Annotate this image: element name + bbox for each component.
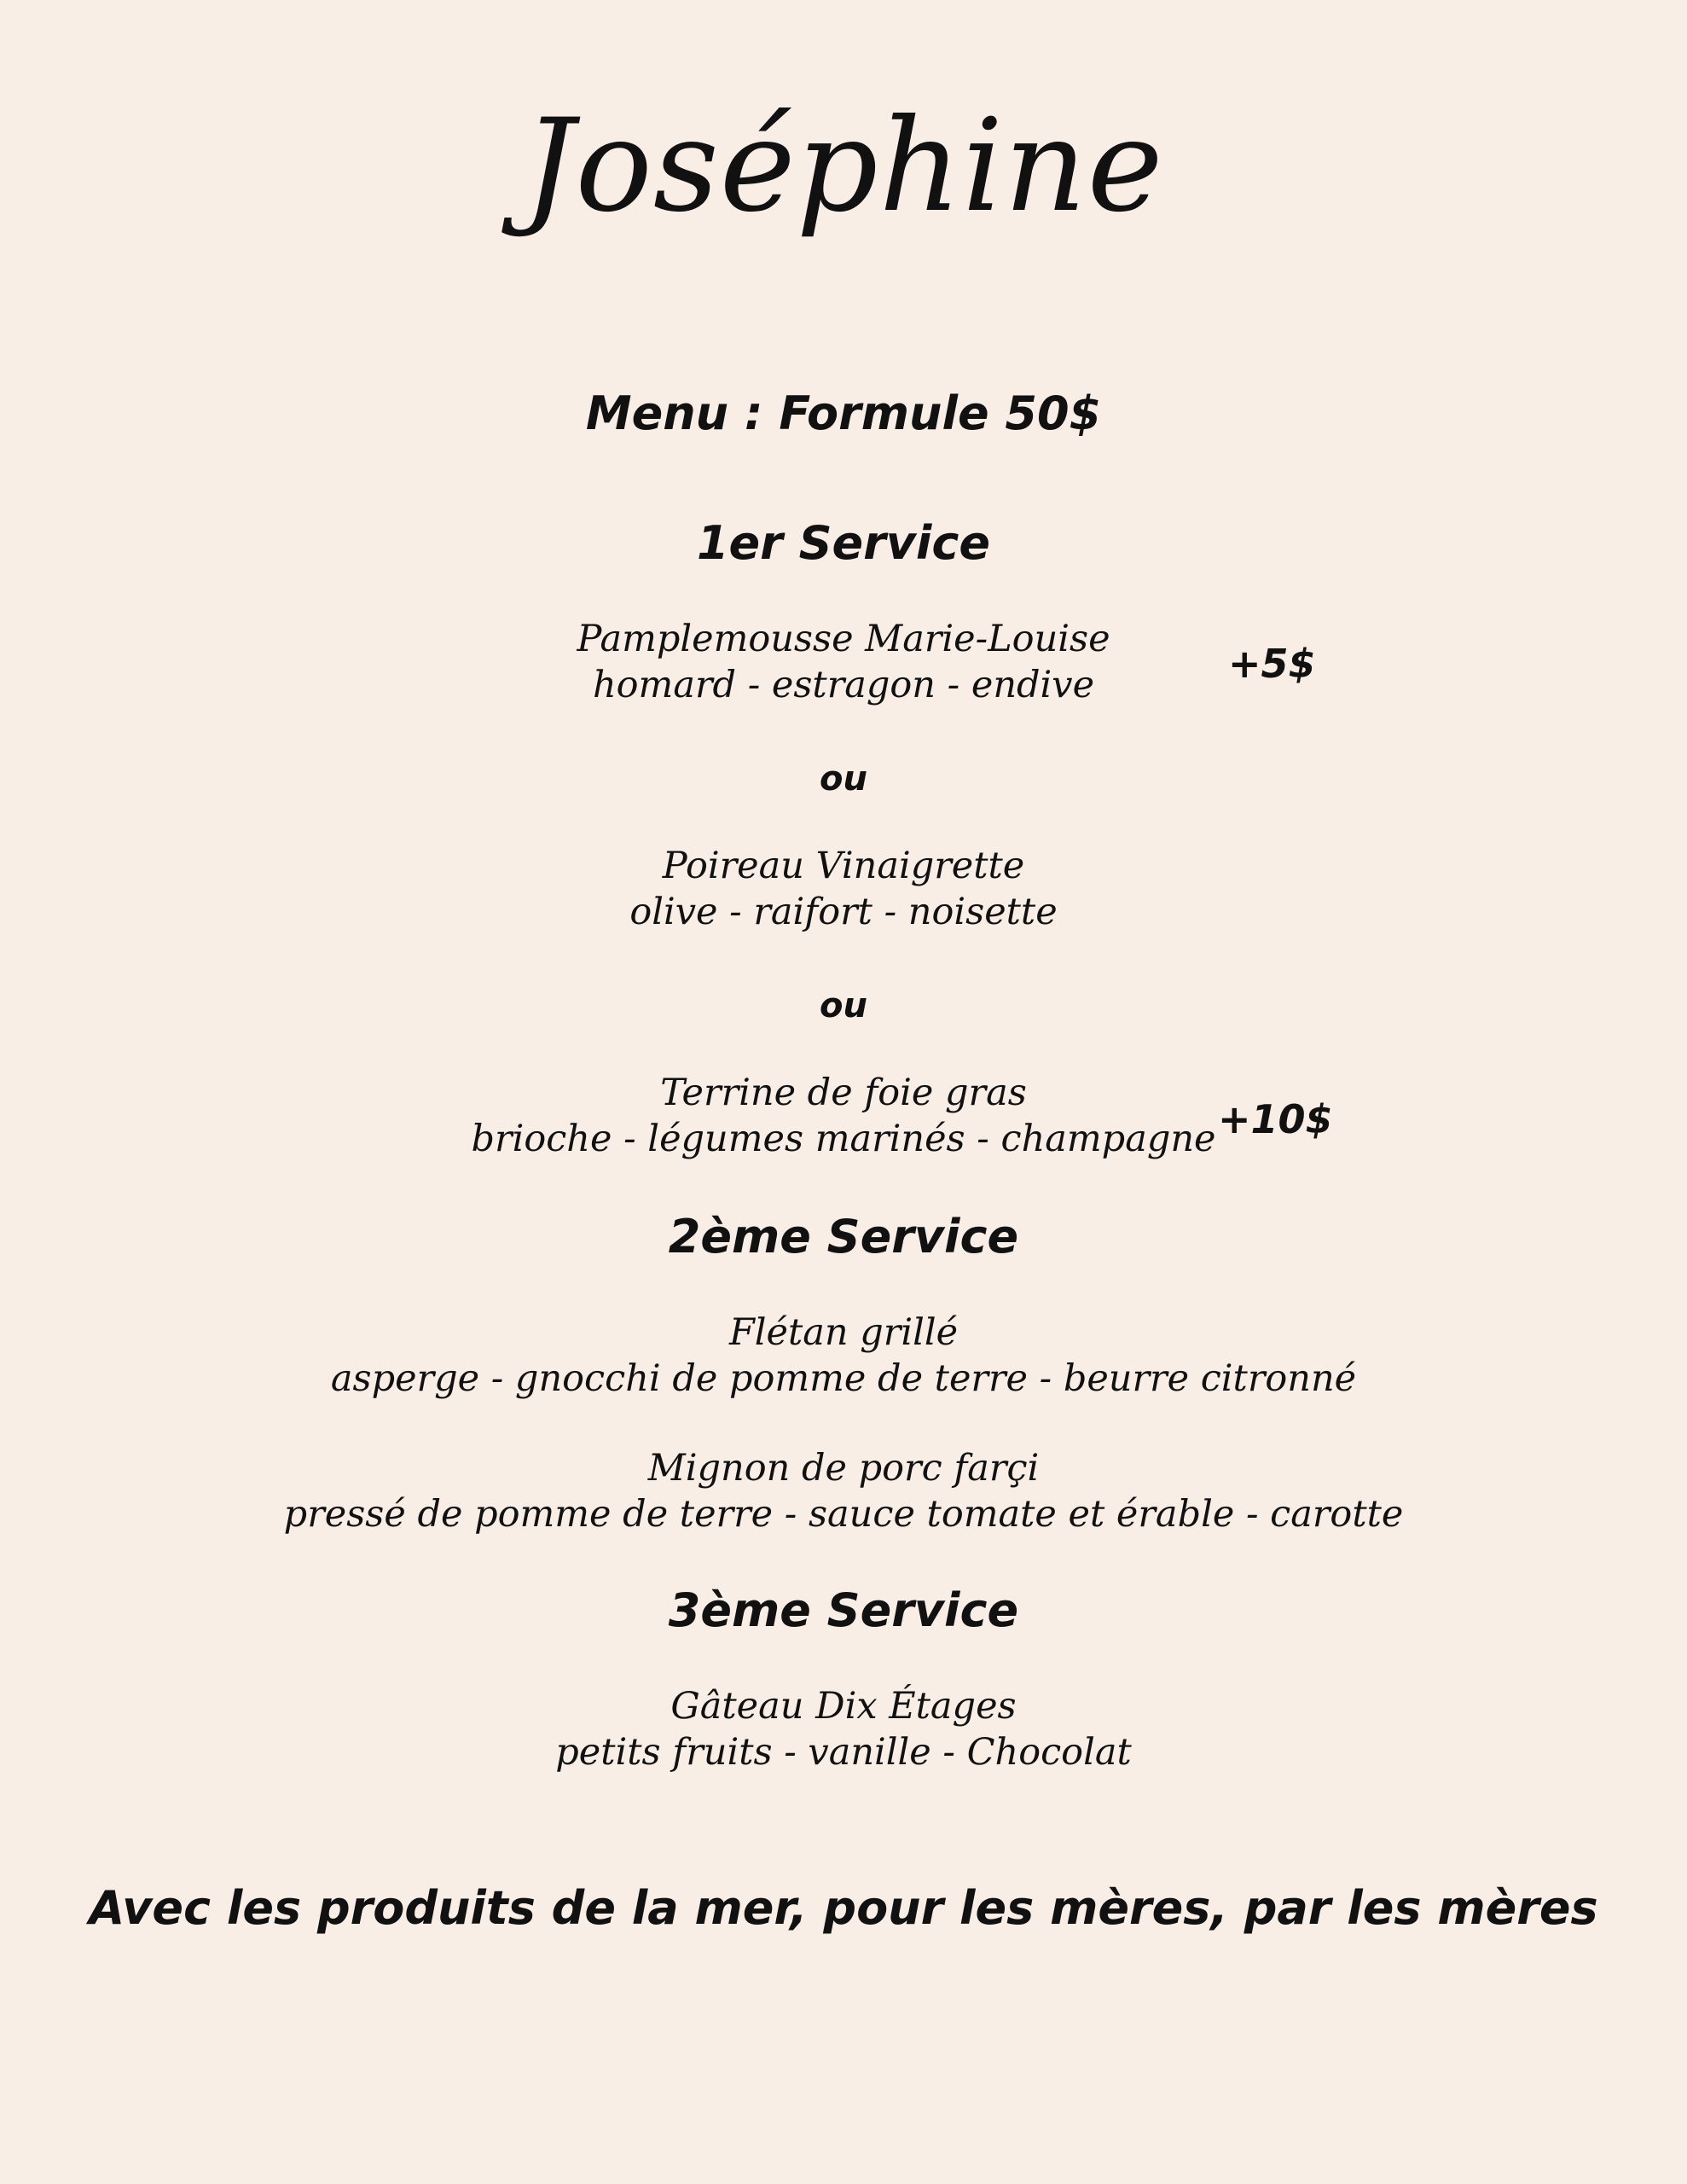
restaurant-name: Joséphine [523,92,1164,241]
tagline: Avec les produits de la mer, pour les mères, par les mères [89,1881,1598,1935]
dish-description: petits fruits - vanille - Chocolat [555,1731,1132,1774]
dish-description: brioche - légumes marinés - champagne [471,1118,1216,1160]
menu-title: Menu : Formule 50$ [585,386,1102,440]
dish-name: Poireau Vinaigrette [662,845,1025,887]
dish-description: asperge - gnocchi de pomme de terre - beurre citronné [330,1357,1357,1400]
supplement-price: +5$ [1228,641,1316,687]
supplement-price: +10$ [1218,1096,1333,1142]
dish-name: Flétan grillé [728,1311,959,1354]
dish-description: homard - estragon - endive [592,664,1095,706]
service-2-heading: 2ème Service [668,1210,1019,1263]
dish-name: Pamplemousse Marie-Louise [577,618,1110,660]
dish-name: Mignon de porc farçi [647,1447,1040,1490]
dish-description: olive - raifort - noisette [629,891,1058,933]
dish-description: pressé de pomme de terre - sauce tomate et érable - carotte [283,1493,1404,1536]
choice-separator: ou [820,759,867,799]
dish-name: Terrine de foie gras [660,1072,1027,1114]
service-1-heading: 1er Service [696,516,991,570]
service-3-heading: 3ème Service [668,1583,1019,1637]
choice-separator: ou [820,986,867,1025]
dish-name: Gâteau Dix Étages [670,1685,1017,1728]
